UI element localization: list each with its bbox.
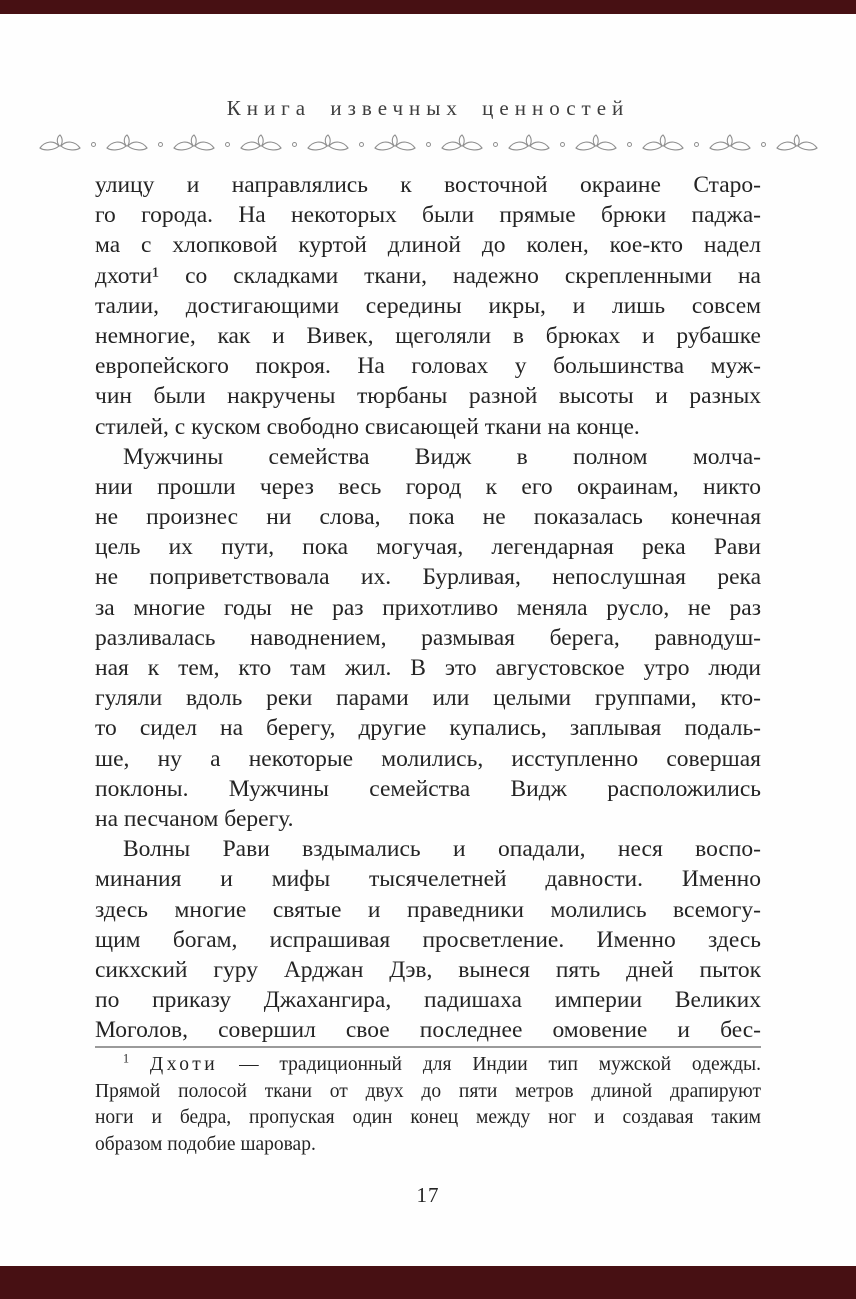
footnote-marker: 1 (123, 1052, 130, 1066)
dot-separator-icon (493, 142, 498, 147)
bottom-edge-band (0, 1266, 856, 1299)
fleuron-icon (373, 133, 417, 155)
fleuron-icon (641, 133, 685, 155)
text-line: Мужчины семейства Видж в полном молча- (123, 443, 761, 470)
fleuron-icon (239, 133, 283, 155)
text-line: Моголов, совершил свое последнее омовение и бес- (95, 1017, 761, 1044)
text-line: гуляли вдоль реки парами или целыми группами, кто- (95, 685, 761, 712)
text-line: ная к тем, кто там жил. В это августовское утро люди (95, 655, 761, 681)
fleuron-icon (38, 133, 82, 155)
text-line: не поприветствовала их. Бурливая, непослушная река (95, 564, 761, 591)
text-line: поклоны. Мужчины семейства Видж расположились (95, 775, 761, 802)
ornament-divider (95, 130, 761, 158)
text-line: чин были накручены тюрбаны разной высоты и разных (95, 383, 761, 410)
text-line: цель их пути, пока могучая, легендарная река Рави (95, 534, 761, 561)
dot-separator-icon (91, 142, 96, 147)
dot-separator-icon (158, 142, 163, 147)
paragraph (95, 834, 761, 1045)
text-line: на песчаном берегу. (95, 805, 294, 832)
footnote-line (95, 1052, 761, 1079)
dot-separator-icon (225, 142, 230, 147)
dot-separator-icon (292, 142, 297, 147)
text-line: здесь многие святые и праведники молились всемогу- (95, 896, 761, 923)
page-number: 17 (416, 1183, 440, 1208)
fleuron-icon (105, 133, 149, 155)
fleuron-icon (440, 133, 484, 155)
footnote-line: Прямой полосой ткани от двух до пяти метров длиной драпируют (95, 1080, 761, 1102)
dot-separator-icon (627, 142, 632, 147)
text-line: за многие годы не раз прихотливо меняла русло, не раз (95, 594, 761, 621)
dot-separator-icon (761, 142, 766, 147)
body-text (95, 170, 761, 1045)
paragraph (95, 170, 761, 442)
footnote (95, 1052, 761, 1158)
text-line: не произнес ни слова, пока не показалась конечная (95, 504, 761, 531)
dot-separator-icon (694, 142, 699, 147)
footnote-line: образом подобие шаровар. (95, 1133, 316, 1155)
text-line: дхоти¹ со складками ткани, надежно скрепленными на (95, 262, 761, 289)
text-line: то сидел на берегу, другие купались, заплывая подаль- (95, 715, 761, 742)
dot-separator-icon (359, 142, 364, 147)
text-line: го города. На некоторых были прямые брюки паджа- (95, 202, 761, 229)
text-line: по приказу Джахангира, падишаха империи Великих (95, 987, 761, 1014)
fleuron-icon (507, 133, 551, 155)
paragraph (95, 442, 761, 834)
text-line: минания и мифы тысячелетней давности. Именно (95, 866, 761, 893)
running-head: Книга извечных ценностей (226, 96, 630, 120)
text-line: немногие, как и Вивек, щеголяли в брюках и рубашке (95, 322, 761, 349)
text-line: ше, ну а некоторые молились, исступленно совершая (95, 745, 761, 772)
fleuron-icon (172, 133, 216, 155)
fleuron-icon (306, 133, 350, 155)
dot-separator-icon (426, 142, 431, 147)
text-line: европейского покроя. На головах у большинства муж- (95, 353, 761, 380)
fleuron-icon (708, 133, 752, 155)
footnote-term: Дхоти (149, 1054, 219, 1076)
footnote-line: ноги и бедра, пропуская один конец между ног и создавая таким (95, 1107, 761, 1129)
fleuron-icon (775, 133, 819, 155)
text-line: стилей, с куском свободно свисающей ткани на конце. (95, 413, 640, 440)
dot-separator-icon (560, 142, 565, 147)
footnote-rule (95, 1046, 761, 1048)
text-line: талии, достигающими середины икры, и лишь совсем (95, 292, 761, 319)
footnote-definition: — традиционный для Индии тип мужской одежды. (239, 1054, 761, 1076)
text-line: улицу и направлялись к восточной окраине Старо- (95, 172, 761, 198)
text-line: ма с хлопковой куртой длиной до колен, кое-кто надел (95, 232, 761, 259)
text-line: сикхский гуру Арджан Дэв, вынеся пять дней пыток (95, 956, 761, 983)
top-edge-band (0, 0, 856, 14)
text-line: щим богам, испрашивая просветление. Именно здесь (95, 926, 761, 953)
fleuron-icon (574, 133, 618, 155)
text-line: разливалась наводнением, размывая берега, равнодуш- (95, 624, 761, 651)
text-line: нии прошли через весь город к его окраинам, никто (95, 473, 761, 500)
text-line: Волны Рави вздымались и опадали, неся воспо- (123, 836, 761, 863)
